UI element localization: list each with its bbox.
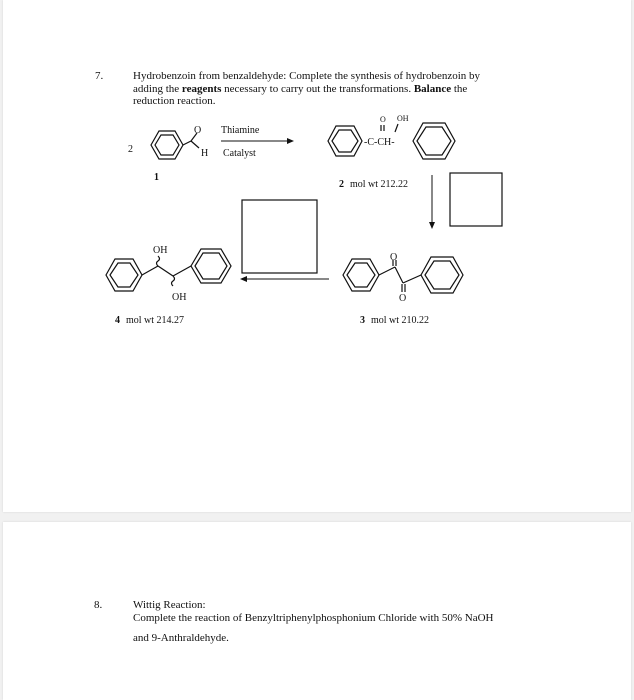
benzil-oxygen-top: O <box>390 252 398 263</box>
aldehyde-hydrogen: H <box>201 148 209 159</box>
question-8-text <box>133 599 593 645</box>
question-8-line-2: Complete the reaction of Benzyltriphenylphosphonium Chloride with 50% NaOH <box>133 612 494 624</box>
answer-box-oxidation[interactable] <box>450 173 502 226</box>
hydrobenzoin-structure <box>106 245 231 326</box>
answer-box-reduction[interactable] <box>242 200 317 273</box>
question-7-line-3: reduction reaction. <box>133 95 216 107</box>
benzoin-hydroxyl: OH <box>397 114 409 123</box>
aldehyde-oxygen: O <box>194 125 202 136</box>
benzaldehyde-structure <box>128 125 208 183</box>
stoich-coefficient: 2 <box>128 144 133 155</box>
benzoin-chain: -C-CH- <box>364 137 395 148</box>
thiamine-arrow <box>221 125 293 159</box>
question-8-number: 8. <box>94 599 103 611</box>
benzoin-oxygen: O <box>380 115 386 124</box>
question-8-line-3: and 9-Anthraldehyde. <box>133 632 229 644</box>
reagent-catalyst: Catalyst <box>223 148 256 159</box>
question-8-line-1: Wittig Reaction: <box>133 599 206 611</box>
page-question-8 <box>3 522 631 700</box>
compound-label-2: 2 mol wt 212.22 <box>339 179 409 190</box>
benzil-oxygen-bottom: O <box>399 293 407 304</box>
benzil-structure <box>343 252 463 326</box>
question-7-number: 7. <box>95 70 104 82</box>
compound-label-1: 1 <box>154 172 159 183</box>
page-question-7 <box>3 0 631 512</box>
hydrobenzoin-hydroxyl-bottom: OH <box>172 292 187 303</box>
benzoin-structure <box>328 114 455 190</box>
reaction-scheme <box>3 0 631 512</box>
reagent-thiamine: Thiamine <box>221 125 260 136</box>
compound-label-4: 4 mol wt 214.27 <box>115 315 185 326</box>
compound-label-3: 3 mol wt 210.22 <box>360 315 430 326</box>
hydrobenzoin-hydroxyl-top: OH <box>153 245 168 256</box>
question-7-line-2: adding the reagents necessary to carry out the transformations. Balance the <box>133 82 468 95</box>
question-7-line-1: Hydrobenzoin from benzaldehyde: Complete the synthesis of hydrobenzoin by <box>133 70 481 82</box>
